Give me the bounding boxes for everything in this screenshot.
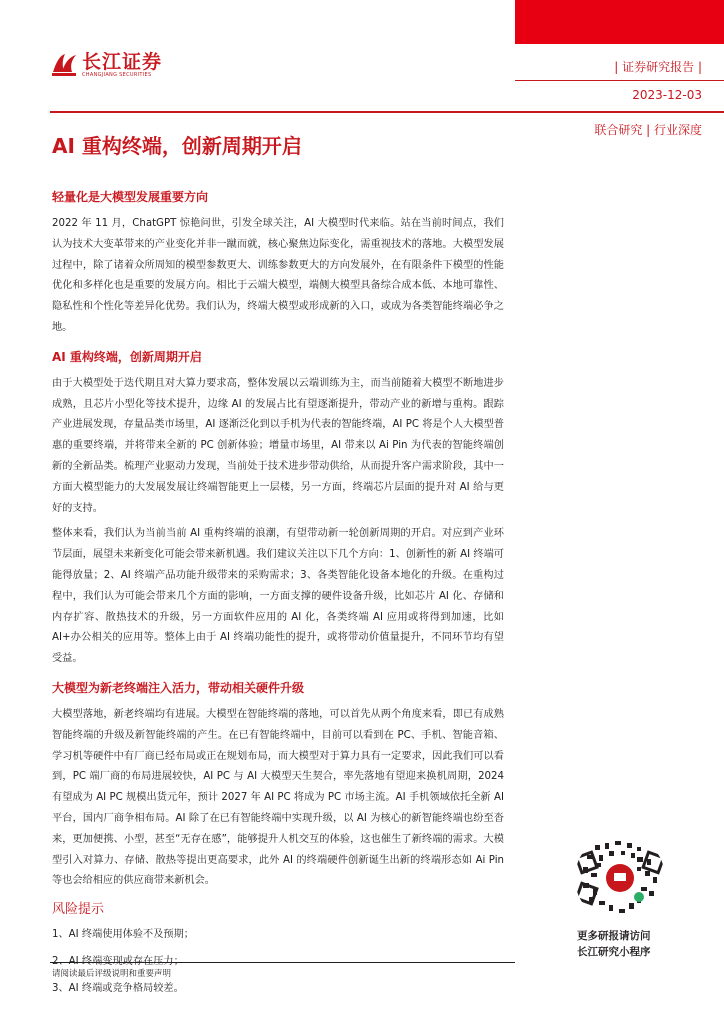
logo-name-cn: 长江证券: [82, 51, 163, 73]
footer-rule: [50, 962, 515, 963]
header-rule: [50, 111, 515, 113]
report-date: 2023-12-03: [632, 88, 702, 102]
section-paragraph: 整体来看，我们认为当前当前 AI 重构终端的浪潮，有望带动新一轮创新周期的开启。对应到产业环节层面，展望未来新变化可能会带来新机遇。我们建议关注以下几个方向：1、创新性的新 AI 终端可能得放量；2、AI 终端产品功能升级带来的采购需求；3、各类智能化设备本地化的升级。在重构过程中，我们认为可能会带来几个方面的影响，一方面支撑的硬件设备升级，比如芯片 AI 化、存储和内存扩容、散热技术的升级，另一方面软件应用的 AI 化，各类终端 AI 应用或将得到加速，比如 AI+办公相关的应用等。整体上由于 AI 终端功能性的提升，或将带动价值量提升，不同环节均有望受益。: [52, 528, 504, 665]
logo-name-en: CHANGJIANG SECURITIES: [82, 72, 152, 78]
section-heading: AI 重构终端，创新周期开启: [52, 349, 202, 364]
sidebar-banner: [515, 0, 724, 44]
section-paragraph: 2022 年 11 月，ChatGPT 惊艳问世，引发全球关注，AI 大模型时代来临。站在当前时间点，我们认为技术大变革带来的产业变化并非一蹴而就，核心聚焦边际变化，需重视技术的落地。大模型发展过程中，除了诸着众所周知的模型参数更大、训练参数更大的方向发展外，在有限条件下模型的性能优化和多样化也是重要的发展方向。相比于云端大模型，端侧大模型具备综合成本低、本地可靠性、隐私性和个性化等差异化优势。我们认为，终端大模型或形成新的入口，或成为各类智能终端必争之地。: [52, 218, 504, 333]
qr-caption-line2: 长江研究小程序: [577, 946, 651, 958]
footer-disclaimer: 请阅读最后评级说明和重要声明: [52, 969, 172, 979]
report-type: 联合研究 | 行业深度: [594, 123, 702, 137]
risk-heading: 风险提示: [52, 902, 105, 918]
report-body: [52, 188, 504, 1002]
section-heading: 轻量化是大模型发展重要方向: [52, 190, 209, 204]
risk-item: 3、AI 终端或竞争格局较差。: [52, 983, 184, 995]
sidebar-divider: [515, 80, 724, 81]
section-paragraph: 大模型落地，新老终端均有进展。大模型在智能终端的落地，可以首先从两个角度来看，即已有成熟智能终端的升级及新智能终端的产生。在已有智能终端中，目前可以看到在 PC、手机、智能音箱、学习机等硬件中有厂商已经布局或正在规划布局，而大模型对于算力具有一定要求，因此我们可以看到，PC 端厂商的布局进展较快，AI PC 与 AI 大模型天生契合，率先落地有望迎来换机周期，2024 有望成为 AI PC 规模出货元年，预计 2027 年 AI PC 将成为 PC 市场主流。AI 手机领域依托全新 AI 平台，国内厂商争相布局。AI 除了在已有智能终端中实现升级，以 AI 为核心的新智能终端也纷至沓来，更加便携、小型，甚至“无存在感”，能够提升人机交互的体验，这也催生了新终端的需求。大模型引入对算力、存储、散热等提出更高要求，此外 AI 的终端硬件创新诞生出新的终端形态如 Ai Pin 等也会给相应的供应商带来新机会。: [52, 708, 504, 887]
section-heading: 大模型为新老终端注入活力，带动相关硬件升级: [52, 680, 305, 695]
report-title: AI 重构终端，创新周期开启: [52, 134, 302, 158]
report-category: | 证券研究报告 |: [614, 60, 702, 74]
company-logo: [50, 50, 163, 80]
mini-program-qr-code[interactable]: [575, 833, 665, 923]
section-paragraph: 由于大模型处于迭代期且对大算力要求高，整体发展以云端训练为主，而当前随着大模型不断地进步成熟，且芯片小型化等技术提升，边缘 AI 的发展占比有望逐渐提升，带动产业的新增与重构。跟踪产业进展发现，存量品类市场里，AI 逐渐泛化到以手机为代表的智能终端，AI PC 将是个人大模型普惠的重要终端，并将带来全新的 PC 创新体验；增量市场里，AI 带来以 Ai Pin 为代表的智能终端创新的全新品类。梳理产业驱动力发现，当前处于技术进步带动供给，从而提升客户需求阶段，其中一方面大模型能力的大发展发展让终端智能更上一层楼，另一方面，终端芯片层面的提升对 AI 给与更好的支持。: [52, 377, 504, 514]
sidebar-divider-bold: [515, 111, 724, 113]
logo-emblem-icon: [50, 50, 80, 78]
risk-item: 1、AI 终端使用体验不及预期；: [52, 929, 194, 941]
qr-code-icon: [575, 833, 665, 923]
qr-caption-line1: 更多研报请访问: [577, 930, 651, 942]
